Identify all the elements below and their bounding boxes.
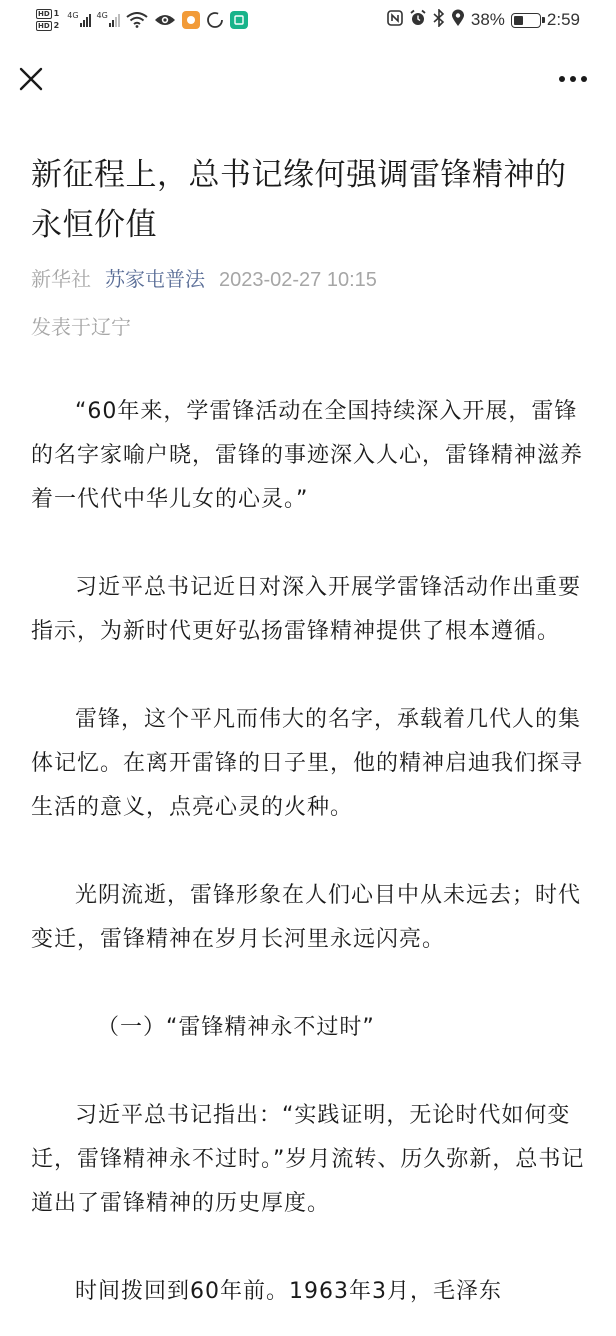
more-icon <box>559 76 565 82</box>
paragraph: 雷锋，这个平凡而伟大的名字，承载着几代人的集体记忆。在离开雷锋的日子里，他的精神启迪我们探寻生活的意义，点亮心灵的火种。 <box>31 707 584 820</box>
eye-icon <box>154 13 176 27</box>
article-source: 新华社 <box>31 267 91 291</box>
publish-time: 2023-02-27 10:15 <box>219 269 377 291</box>
loading-circle-icon <box>206 11 224 29</box>
paragraph: 习近平总书记近日对深入开展学雷锋活动作出重要指示，为新时代更好弘扬雷锋精神提供了根本遵循。 <box>31 575 582 644</box>
status-bar <box>0 0 616 40</box>
paragraph: 习近平总书记指出：“实践证明，无论时代如何变迁，雷锋精神永不过时。”岁月流转、历久弥新，总书记道出了雷锋精神的历史厚度。 <box>31 1103 585 1216</box>
network-type-1: 4G <box>67 10 79 20</box>
article-meta <box>31 262 377 297</box>
clock: 2:59 <box>546 10 580 29</box>
section-heading: （一）“雷锋精神永不过时” <box>97 1015 375 1040</box>
more-button[interactable] <box>556 62 590 96</box>
battery-icon <box>511 13 541 28</box>
wifi-icon <box>126 12 148 28</box>
account-name-link[interactable]: 苏家屯普法 <box>105 267 205 291</box>
signal-2-icon <box>109 13 120 27</box>
paragraph: 时间拨回到60年前。1963年3月，毛泽东 <box>75 1279 502 1304</box>
close-button[interactable] <box>14 62 48 96</box>
article-body <box>31 390 587 1336</box>
bluetooth-icon <box>433 9 445 32</box>
network-type-2: 4G <box>96 10 108 20</box>
paragraph: 光阴流逝，雷锋形象在人们心目中从未远去；时代变迁，雷锋精神在岁月长河里永远闪亮。 <box>31 883 582 952</box>
paragraph: “60年来，学雷锋活动在全国持续深入开展，雷锋的名字家喻户晓，雷锋的事迹深入人心，雷锋精神滋养着一代代中华儿女的心灵。” <box>31 399 584 512</box>
signal-1-icon <box>80 13 91 27</box>
publish-location: 发表于辽宁 <box>31 315 131 339</box>
mi-app-icon <box>230 11 248 29</box>
sim1-indicator: HD 1 <box>38 9 60 18</box>
status-bar-left <box>36 4 254 36</box>
article-title: 新征程上，总书记缘何强调雷锋精神的永恒价值 <box>31 157 567 243</box>
sim-indicators <box>36 9 59 31</box>
battery-percent: 38% <box>470 10 505 29</box>
nfc-icon <box>387 10 403 31</box>
alarm-icon <box>409 9 427 32</box>
location-icon <box>451 9 465 32</box>
sim2-indicator: HD 2 <box>38 21 60 30</box>
status-bar-right <box>387 4 580 36</box>
close-icon <box>14 62 48 96</box>
app-notification-icon <box>182 11 200 29</box>
